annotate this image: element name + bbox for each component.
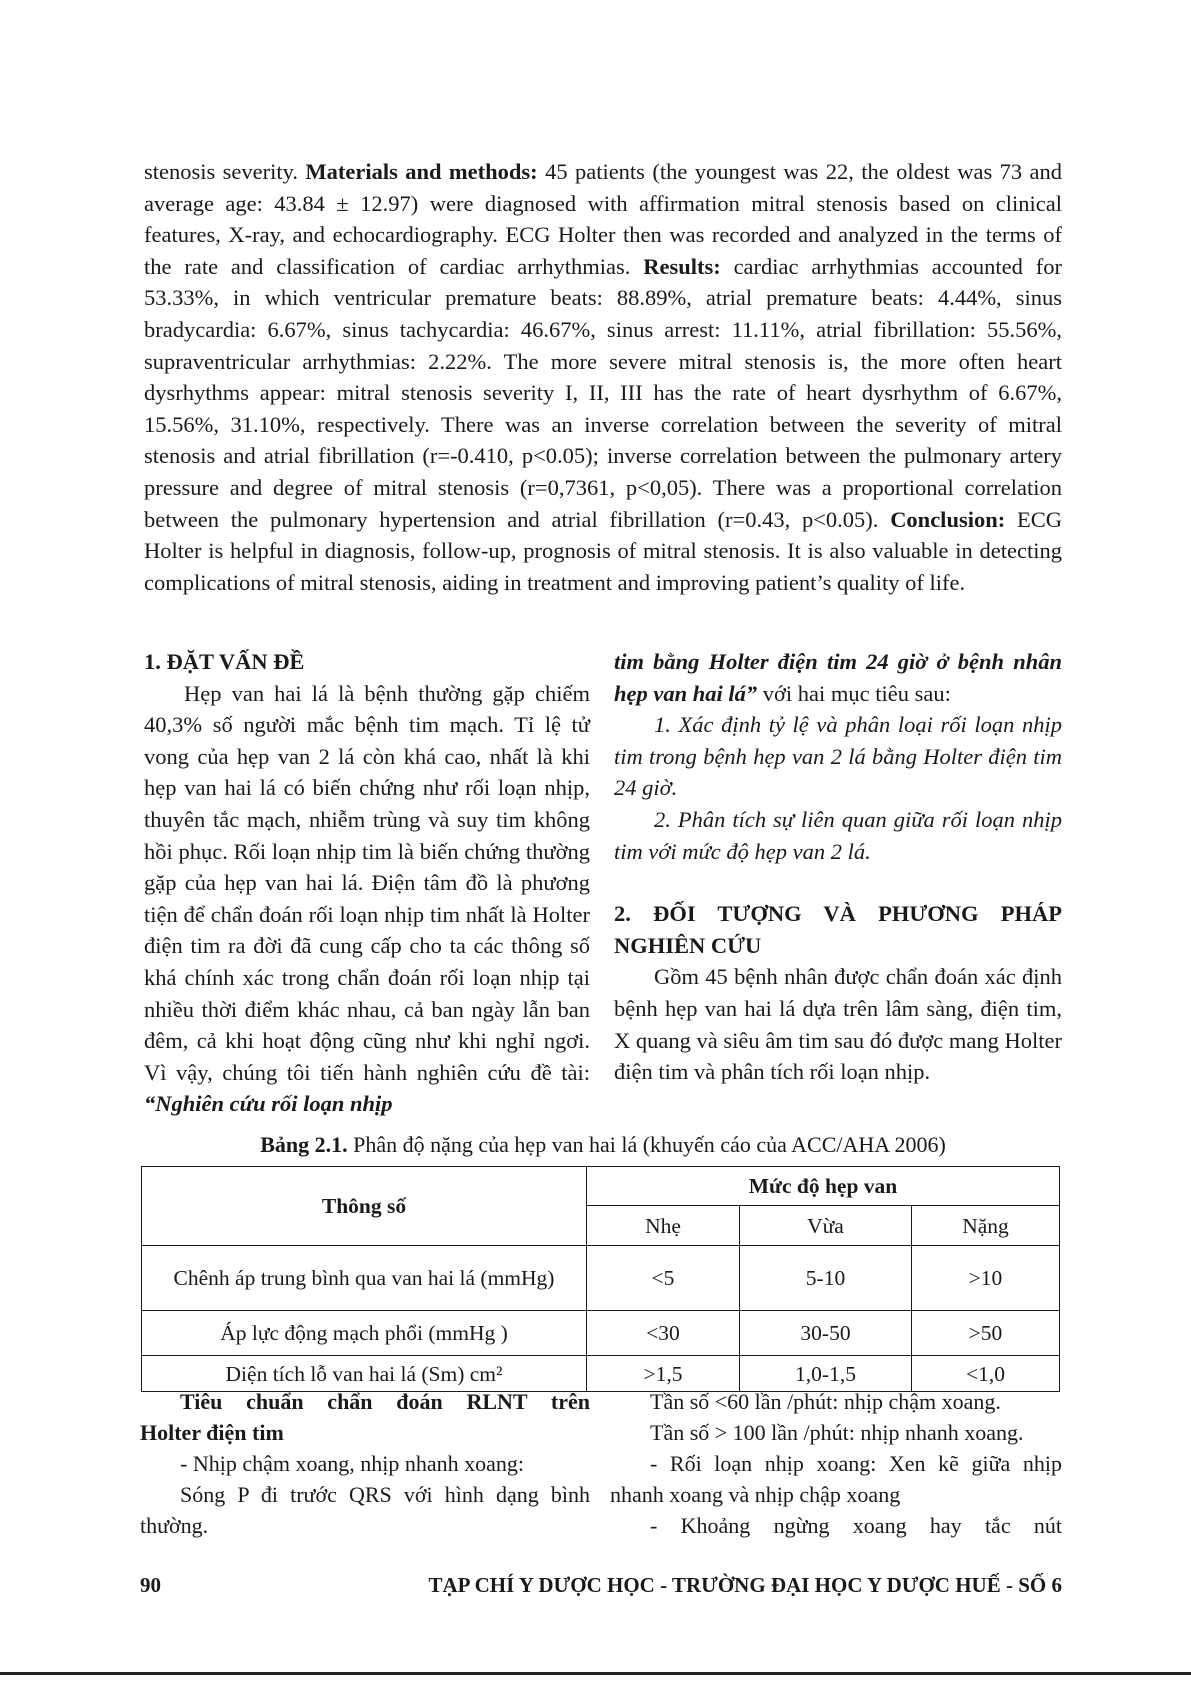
- abstract-text: [144, 156, 1062, 598]
- bottom-rule: [0, 1672, 1191, 1675]
- section1-heading: 1. ĐẶT VẤN ĐỀ: [144, 649, 305, 674]
- table-caption-text: Phân độ nặng của hẹp van hai lá (khuyến cáo của ACC/AHA 2006): [347, 1132, 946, 1157]
- study-title-continued: tim bằng Holter điện tim 24 giờ ở bệnh nhân hẹp van hai lá” với hai mục tiêu sau:: [614, 649, 1062, 706]
- page-footer: [140, 1573, 1062, 1603]
- cell-severe: >50: [912, 1311, 1060, 1356]
- cell-severe: >10: [912, 1246, 1060, 1311]
- severity-group-header: Mức độ hẹp van: [587, 1167, 1060, 1206]
- criteria-sinus-pause: - Khoảng ngừng xoang hay tắc nút: [650, 1513, 1062, 1538]
- section2-heading: 2. ĐỐI TƯỢNG VÀ PHƯƠNG PHÁP NGHIÊN CỨU: [614, 901, 1062, 958]
- param-header: Thông số: [142, 1167, 587, 1246]
- severity-table: [141, 1166, 1060, 1392]
- criteria-sinus-arrhythmia: - Rối loạn nhịp xoang: Xen kẽ giữa nhịp nhanh xoang và nhịp chập xoang: [610, 1451, 1062, 1507]
- row-param: Diện tích lỗ van hai lá (Sm) cm²: [142, 1356, 587, 1392]
- criteria-left-column: [140, 1386, 590, 1541]
- row-param: Chênh áp trung bình qua van hai lá (mmHg): [142, 1246, 587, 1311]
- criteria-right-column: [610, 1386, 1062, 1541]
- cell-mild: <30: [587, 1311, 740, 1356]
- goal-2: 2. Phân tích sự liên quan giữa rối loạn nhịp tim với mức độ hẹp van 2 lá.: [614, 806, 1062, 864]
- criteria-p-wave: Sóng P đi trước QRS với hình dạng bình thường.: [140, 1482, 590, 1538]
- abstract-methods: 45 patients (the youngest was 22, the oldest was 73 and average age: 43.84 ± 12.97) were diagnosed with affirmation mitral stenosis based on clinical features, X-ray, and echocardiography. ECG Holter then was recorded and analyzed in the terms of the rate and classification of cardiac arrhythmias.: [144, 159, 1062, 279]
- journal-name: TẠP CHÍ Y DƯỢC HỌC - TRƯỜNG ĐẠI HỌC Y DƯỢC HUẾ - SỐ 6: [428, 1573, 1062, 1597]
- section2-paragraph: Gồm 45 bệnh nhân được chẩn đoán xác định bệnh hẹp van hai lá dựa trên lâm sàng, điện tim, X quang và siêu âm tim sau đó được mang Holter điện tim và phân tích rối loạn nhịp.: [614, 964, 1062, 1085]
- goal-1: 1. Xác định tỷ lệ và phân loại rối loạn nhịp tim trong bệnh hẹp van 2 lá bằng Holter điện tim 24 giờ.: [614, 712, 1062, 801]
- study-title-start: “Nghiên cứu rối loạn nhịp: [144, 1091, 393, 1117]
- abstract-results: cardiac arrhythmias accounted for 53.33%, in which ventricular premature beats: 88.89%, atrial premature beats: 4.44%, sinus bradycardia: 6.67%, sinus tachycardia: 46.67%, sinus arrest: 11.11%, atrial fibrillation: 55.56%, supraventricular arrhythmias: 2.22%. The more severe mitral stenosis is, the more often heart dysrhythms appear: mitral stenosis severity I, II, III has the rate of heart dysrhythm of 6.67%, 15.56%, 31.10%, respectively. There was an inverse correlation between the severity of mitral stenosis and atrial fibrillation (r=-0.410, p<0.05); inverse correlation between the pulmonary artery pressure and degree of mitral stenosis (r=0,7361, p<0,05). There was a proportional correlation between the pulmonary hypertension and atrial fibrillation (r=0.43, p<0.05).: [144, 253, 1062, 532]
- cell-mild: <5: [587, 1246, 740, 1311]
- cell-mild: >1,5: [587, 1356, 740, 1392]
- results-label: Results:: [643, 253, 721, 279]
- level-moderate: Vừa: [740, 1206, 912, 1246]
- table-row: [142, 1311, 1060, 1356]
- cell-moderate: 30-50: [740, 1311, 912, 1356]
- right-column: [614, 646, 1062, 1088]
- table-header-row: [142, 1167, 1060, 1206]
- cell-moderate: 5-10: [740, 1246, 912, 1311]
- section1-paragraph: Hẹp van hai lá là bệnh thường gặp chiếm 40,3% số người mắc bệnh tim mạch. Tỉ lệ tử vong của hẹp van 2 lá còn khá cao, nhất là khi hẹp van hai lá có biến chứng như rối loạn nhịp, thuyên tắc mạch, nhiễm trùng và suy tim không hồi phục. Rối loạn nhịp tim là biến chứng thường gặp của hẹp van hai lá. Điện tâm đồ là phương tiện để chẩn đoán rối loạn nhịp tim nhất là Holter điện tim ra đời đã cung cấp cho ta các thông số khá chính xác trong chẩn đoán rối loạn nhịp tại nhiều thời điểm khác nhau, cả ban ngày lẫn ban đêm, cả khi hoạt động cũng như khi nghỉ ngơi. Vì vậy, chúng tôi tiến hành nghiên cứu đề tài: “Nghiên cứu rối loạn nhịp: [144, 680, 590, 1117]
- cell-severe: <1,0: [912, 1356, 1060, 1392]
- abstract-conclusion: ECG Holter is helpful in diagnosis, follow-up, prognosis of mitral stenosis. It is also valuable in detecting complications of mitral stenosis, aiding in treatment and improving patient’s quality of life.: [144, 506, 1062, 595]
- level-severe: Nặng: [912, 1206, 1060, 1246]
- criteria-bradycardia: Tần số <60 lần /phút: nhịp chậm xoang.: [650, 1389, 1001, 1414]
- materials-methods-label: Materials and methods:: [305, 159, 538, 184]
- conclusion-label: Conclusion:: [890, 506, 1006, 532]
- level-mild: Nhẹ: [587, 1206, 740, 1246]
- left-column: [144, 646, 590, 1120]
- cell-moderate: 1,0-1,5: [740, 1356, 912, 1392]
- page-number: 90: [140, 1573, 161, 1597]
- row-param: Áp lực động mạch phổi (mmHg ): [142, 1311, 587, 1356]
- criteria-item-sinus: - Nhịp chậm xoang, nhịp nhanh xoang:: [180, 1451, 524, 1476]
- criteria-heading-continued: Holter điện tim: [140, 1420, 284, 1445]
- table-caption-label: Bảng 2.1.: [260, 1132, 348, 1157]
- table-caption: [144, 1130, 1062, 1160]
- criteria-heading: Tiêu chuẩn chẩn đoán RLNT trên: [180, 1389, 590, 1414]
- abstract-intro: stenosis severity.: [144, 159, 306, 184]
- criteria-tachycardia: Tần số > 100 lần /phút: nhịp nhanh xoang.: [650, 1420, 1024, 1445]
- table-row: [142, 1246, 1060, 1311]
